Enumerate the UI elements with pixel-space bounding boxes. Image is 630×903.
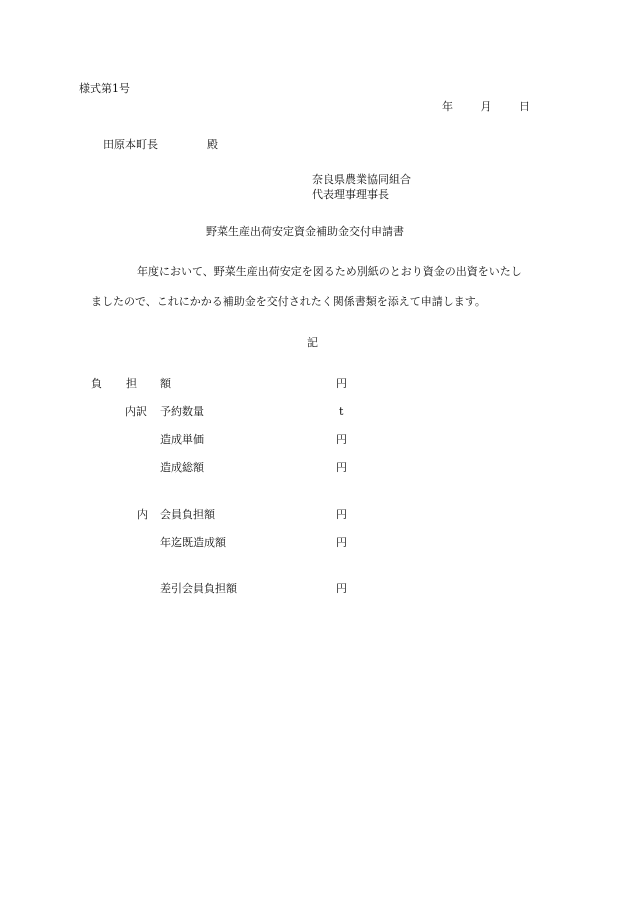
form-number: 様式第1号 <box>79 82 130 95</box>
addressee-honorific: 殿 <box>207 138 218 151</box>
ki-heading: 記 <box>307 336 318 349</box>
reserve-qty-unit: t <box>339 405 344 418</box>
burden-char-3: 額 <box>160 377 171 390</box>
inner-label: 内 <box>137 508 148 521</box>
prior-unit: 円 <box>336 536 347 549</box>
date-year: 年 <box>442 100 453 113</box>
body-line-1: 年度において、野菜生産出荷安定を図るため別紙のとおり資金の出資をいたし <box>137 265 522 278</box>
burden-unit: 円 <box>336 377 347 390</box>
member-burden-label: 会員負担額 <box>160 508 215 521</box>
date-month: 月 <box>480 100 492 113</box>
reserve-qty-label: 予約数量 <box>160 405 204 418</box>
net-member-label: 差引会員負担額 <box>160 582 237 595</box>
date-day: 日 <box>519 100 530 113</box>
unit-price-label: 造成単価 <box>160 433 204 446</box>
burden-char-2: 担 <box>126 377 137 390</box>
breakdown-label: 内訳 <box>125 405 147 418</box>
member-burden-unit: 円 <box>336 508 347 521</box>
total-unit: 円 <box>336 461 347 474</box>
burden-char-1: 負 <box>91 377 102 390</box>
unit-price-unit: 円 <box>336 433 347 446</box>
body-line-2: ましたので、これにかかる補助金を交付されたく関係書類を添えて申請します。 <box>91 295 486 308</box>
document-title: 野菜生産出荷安定資金補助金交付申請書 <box>206 225 404 238</box>
sender-org: 奈良県農業協同組合 <box>312 173 411 186</box>
addressee-name: 田原本町長 <box>103 138 158 151</box>
net-member-unit: 円 <box>336 582 347 595</box>
prior-label: 年迄既造成額 <box>160 536 226 549</box>
date-line <box>442 100 530 114</box>
sender-title: 代表理事理事長 <box>312 188 389 201</box>
total-label: 造成総額 <box>160 461 204 474</box>
